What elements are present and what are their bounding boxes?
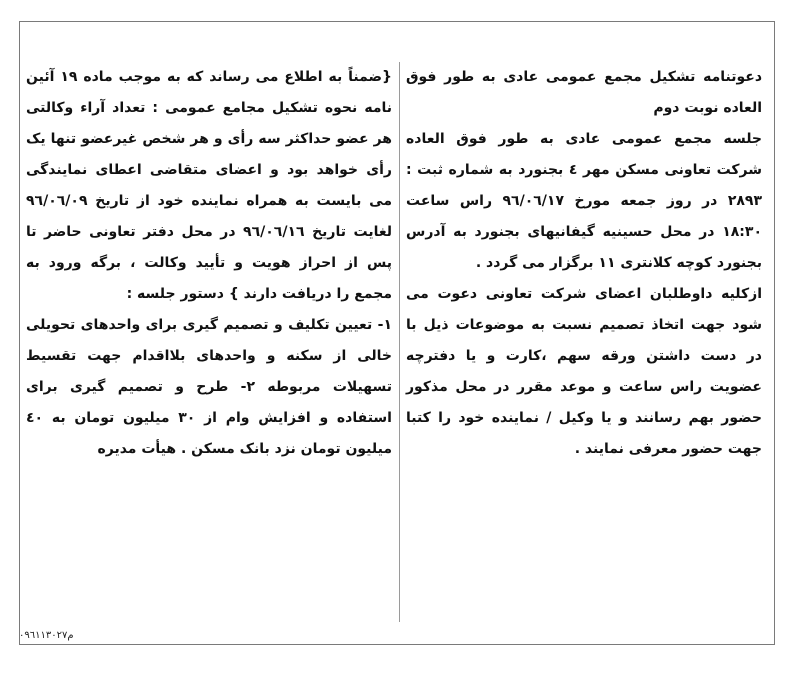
announcement-frame bbox=[19, 21, 775, 645]
announcement-title: دعوتنامه تشکیل مجمع عمومی عادی به طور فوق العاده نوبت دوم bbox=[406, 69, 762, 116]
meeting-details-paragraph: جلسه مجمع عمومی عادی به طور فوق العاده شرکت تعاونی مسکن مهر ٤ بجنورد به شماره ثبت : ٢٨٩٣ در روز جمعه مورخ ٩٦/٠٦/١٧ راس ساعت ١٨:٣٠ در محل حسینیه گیفانیهای بجنورد به آدرس بجنورد کوچه کلانتری ١١ برگزار می گردد . bbox=[406, 131, 763, 271]
invitation-paragraph: ازکلیه داوطلبان اعضای شرکت تعاونی دعوت می شود جهت اتخاذ تصمیم نسبت به موضوعات ذیل با در دست داشتن ورقه سهم ،کارت و یا دفترچه عضویت راس ساعت و موعد مقرر در محل مذکور حضور بهم رسانند و یا وکیل / نماینده خود را کتبا جهت حضور معرفی نمایند . bbox=[406, 286, 762, 457]
left-column bbox=[26, 62, 392, 465]
proxy-rules-paragraph: {ضمناً به اطلاع می رساند که به موجب ماده ١٩ آئین نامه نحوه تشکیل مجامع عمومی : تعداد آراء وکالتی هر عضو حداکثر سه رأی و هر شخص غیرعضو تنها یک رأی خواهد بود و اعضای متقاضی اعطای نمایندگی می بایست به همراه نماینده خود از تاریخ ٩٦/٠٦/٠٩ لغایت تاریخ ٩٦/٠٦/١٦ در محل دفتر تعاونی حاضر تا پس از احراز هویت و تأیید وکالت ، برگه ورود به مجمع را دریافت دارند } دستور جلسه : bbox=[26, 69, 393, 302]
right-column bbox=[406, 62, 762, 465]
agenda-paragraph: ١- تعیین تکلیف و تصمیم گیری برای واحدهای تحویلی خالی از سکنه و واحدهای بلااقدام جهت تقسیط تسهیلات مربوطه ٢- طرح و تصمیم گیری برای استفاده و افزایش وام از ٣٠ میلیون تومان به ٤٠ میلیون تومان نزد بانک مسکن . هیأت مدیره bbox=[26, 317, 392, 457]
column-divider bbox=[399, 62, 400, 622]
reference-code: م٠٩٦١١٣٠٢٧ bbox=[19, 630, 74, 641]
